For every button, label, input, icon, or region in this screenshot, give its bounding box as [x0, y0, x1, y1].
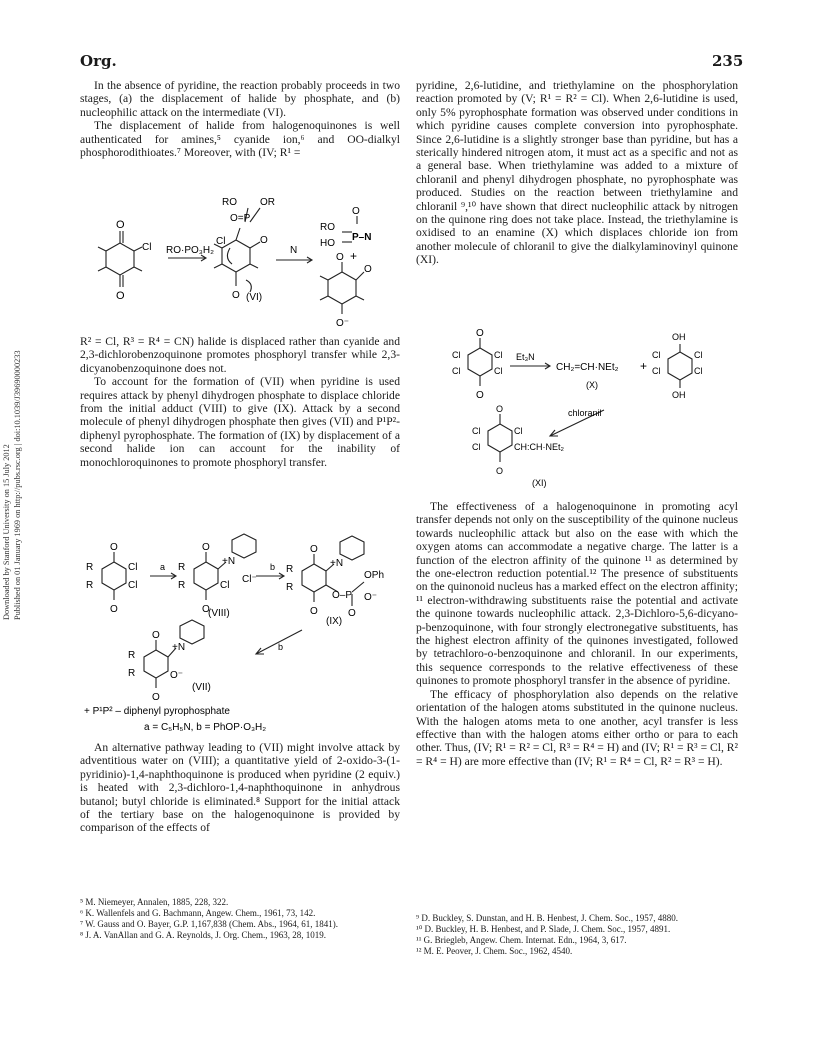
oxygen-label: O	[476, 328, 484, 339]
chloranil-label: chloranil	[568, 408, 602, 418]
chlorine-label: Cl	[652, 350, 661, 360]
footnotes-left	[80, 897, 400, 941]
hydroxyl-label: OH	[672, 390, 686, 400]
oxygen-label: O	[310, 544, 318, 555]
oxide-label: O⁻	[170, 670, 184, 681]
r-label: R	[286, 564, 294, 575]
paragraph: R² = Cl, R³ = R⁴ = CN) halide is displaced rather than cyanide and 2,3-dichlorobenzoquinone promotes phosphoryl transfer while 2,3-dicyanobenzoquinone does not.	[80, 335, 400, 375]
oxygen-label: O	[476, 390, 484, 401]
ho-label: HO	[320, 238, 335, 249]
chlorine-label: Cl	[128, 580, 138, 591]
scheme-pyridine-pathway	[80, 520, 400, 735]
oxygen-label: O	[152, 692, 160, 703]
oxygen-label: O	[110, 542, 118, 553]
chlorine-label: Cl	[694, 366, 703, 376]
oxygen-label: O	[152, 630, 160, 641]
scheme-triethylamine	[440, 326, 740, 494]
footnote: ⁸ J. A. VanAllan and G. A. Reynolds, J. Org. Chem., 1963, 28, 1019.	[80, 930, 327, 940]
chlorine-label: Cl	[220, 580, 230, 591]
right-column-top	[416, 79, 738, 267]
left-column-bottom	[80, 741, 400, 835]
chloride-label: Cl⁻	[242, 574, 257, 585]
oxygen-label: O	[202, 604, 210, 615]
footnote: ¹⁰ D. Buckley, H. B. Henbest, and P. Slade, J. Chem. Soc., 1957, 4891.	[416, 924, 671, 934]
oxygen-label: O	[336, 252, 344, 263]
oxygen-label: O	[202, 542, 210, 553]
vinyl-substituent-label: CH:CH·NEt₂	[514, 442, 564, 452]
footnotes-right	[416, 913, 738, 957]
reagent-label: RO·PO₃H₂	[166, 245, 214, 256]
publication-note: Published on 01 January 1969 on http://pubs.rsc.org | doi:10.1039/J39690000233	[13, 350, 22, 620]
p-n-label: P–N	[352, 232, 372, 243]
step-b-label: b	[270, 562, 276, 572]
footnote: ¹¹ G. Briegleb, Angew. Chem. Internat. Edn., 1964, 3, 617.	[416, 935, 627, 945]
oxygen-label: O	[260, 235, 268, 246]
journal-header: Org.	[80, 52, 117, 70]
step-b-label: b	[278, 642, 284, 652]
compound-label-vi: (VI)	[246, 292, 263, 303]
oxygen-label: O	[364, 264, 372, 275]
or-label: OR	[260, 197, 275, 208]
right-column-bottom	[416, 500, 738, 768]
oxygen-label: O	[496, 466, 504, 476]
scheme-halide-displacement	[80, 188, 400, 333]
page-number: 235	[712, 52, 744, 70]
paragraph: In the absence of pyridine, the reaction probably proceeds in two stages, (a) the displacement of halide by phosphate, and (b) nucleophilic attack on the intermediate (VI).	[80, 79, 400, 119]
oxygen-label: O	[352, 206, 360, 217]
oxygen-label: O	[110, 604, 118, 615]
left-column-middle	[80, 335, 400, 469]
ro-label: RO	[320, 222, 335, 233]
footnote: ⁹ D. Buckley, S. Dunstan, and H. B. Henbest, J. Chem. Soc., 1957, 4880.	[416, 913, 679, 923]
chlorine-label: Cl	[494, 350, 503, 360]
paragraph: The effectiveness of a halogenoquinone in promoting acyl transfer depends not only on the susceptibility of the quinone nucleus towards nucleophilic attack but also on the ease with which the oxygen atoms can accommodate a negative charge. The latter is a function of the electron affinity of the quinone ¹¹ as determined by the one-electron reduction potential.¹² The presence of substituents on the quinonoid nucleus has a marked effect on the electron affinity; ¹¹ electron-withdrawing substituents raise the potential and activate the quinone towards nucleophilic attack. 2,3-Dichloro-5,6-dicyano-p-benzoquinone, with four strongly electronegative substituents, has the highest electron affinity of the quinones investigated, followed by tetrachloro-o-benzoquinone and chloranil. In our experiments, this sequence corresponds to the relative effectiveness of these quinones to promote phosphoryl transfer in the absence of pyridine.	[416, 500, 738, 688]
chlorine-label: Cl	[452, 366, 461, 376]
footnote: ⁷ W. Gauss and O. Bayer, G.P. 1,167,838 (Chem. Abs., 1964, 61, 1841).	[80, 919, 339, 929]
chlorine-label: Cl	[128, 562, 138, 573]
paragraph: An alternative pathway leading to (VII) might involve attack by adventitious water on (VIII); a quantitative yield of 2-oxido-3-(1-pyridinio)-1,4-naphthoquinone is produced when pyridine (2 equiv.) is heated with 2,3-dichloro-1,4-naphthoquinone in anhydrous butanol; butyl chloride is eliminated.⁸ Support for the initial attack of the tertiary base on the halogenoquinone is provided by comparison of the effects of	[80, 741, 400, 835]
r-label: R	[128, 650, 136, 661]
plus-sign: +	[350, 249, 358, 263]
hydroxyl-label: OH	[672, 332, 686, 342]
oxygen-label: O	[496, 404, 504, 414]
chlorine-label: Cl	[216, 236, 226, 247]
oxygen-label: O	[348, 608, 356, 619]
byproduct-label: + P¹P² – diphenyl pyrophosphate	[84, 706, 230, 717]
paragraph: To account for the formation of (VII) when pyridine is used requires attack by phenyl dihydrogen phosphate to displace chloride from the initial adduct (VIII) to give (IX). Attack by a second molecule of phenyl dihydrogen phosphate then gives (VII) and P¹P²-diphenyl pyrophosphate. The formation of (IX) by displacement of a second halide ion can account for the inability of monochloroquinones to promote phosphoryl transfer.	[80, 375, 400, 469]
phosphoryl-label: O=P	[230, 213, 251, 224]
r-label: R	[86, 562, 94, 573]
pyridine-n-label: N	[290, 245, 298, 256]
et3n-label: Et₃N	[516, 352, 535, 362]
phosphate-label: O–P	[332, 590, 353, 601]
paragraph: The efficacy of phosphorylation also depends on the relative orientation of the halogen atoms substituted in the quinone nucleus. With the halogen atoms meta to one another, acyl transfer is less effective than with the halogen atoms either ortho or para to each other. Thus, (IV; R¹ = R² = Cl, R³ = R⁴ = H) and (IV; R¹ = R³ = Cl, R² = R⁴ = H) are more effective than (IV; R¹ = R⁴ = Cl, R² = R³ = H).	[416, 687, 738, 768]
oxide-label: O⁻	[336, 318, 350, 329]
download-sidebar	[2, 60, 22, 640]
compound-label-viii: (VIII)	[208, 608, 230, 619]
footnote: ¹² M. E. Peover, J. Chem. Soc., 1962, 4540.	[416, 946, 573, 956]
r-label: R	[128, 668, 136, 679]
oxygen-label: O	[310, 606, 318, 617]
pyridinium-label: +N	[330, 558, 344, 569]
reagent-legend: a = C₅H₅N, b = PhOP·O₃H₂	[144, 722, 267, 733]
paragraph: The displacement of halide from halogenoquinones is well authenticated for amines,⁵ cyanide ion,⁶ and OO-dialkyl phosphorodithioates.⁷ Moreover, with (IV; R¹ =	[80, 119, 400, 160]
step-a-label: a	[160, 562, 166, 572]
chlorine-label: Cl	[514, 426, 523, 436]
r-label: R	[178, 580, 186, 591]
left-column-top	[80, 79, 400, 159]
footnote: ⁶ K. Wallenfels and G. Bachmann, Angew. Chem., 1961, 73, 142.	[80, 908, 316, 918]
oxygen-label: O	[116, 219, 125, 231]
paragraph: pyridine, 2,6-lutidine, and triethylamine on the phosphorylation reaction promoted by (V; R¹ = R² = Cl). When 2,6-lutidine is used, only 5% pyrophosphate formation was observed under conditions in which pyridine causes complete conversion into pyrophosphate. Since 2,6-lutidine is a slightly stronger base than pyridine, but has a sterically hindered nitrogen atom, it must act as a specific and not as a general base. When triethylamine was added to a mixture of chloranil and phenyl dihydrogen phosphate, no pyrophosphate was produced. Studies on the reaction between triethylamine and chloranil ⁹,¹⁰ have shown that direct nucleophilic attack by nitrogen on the quinone ring does not take place. Instead, the triethylamine is oxidised to an enamine (X) which displaces chloride ion from another molecule of chloranil to give the dialkylaminovinyl quinone (XI).	[416, 79, 738, 267]
phenoxy-label: OPh	[364, 570, 385, 581]
chlorine-label: Cl	[472, 426, 481, 436]
compound-label-vii: (VII)	[192, 682, 211, 693]
chlorine-label: Cl	[694, 350, 703, 360]
enamine-label: CH₂=CH·NEt₂	[556, 362, 619, 373]
compound-label-x: (X)	[586, 380, 598, 390]
r-label: R	[86, 580, 94, 591]
download-note: Downloaded by Stanford University on 15 July 2012	[2, 444, 11, 620]
oxygen-label: O	[116, 290, 125, 302]
ro-label: RO	[222, 197, 237, 208]
chlorine-label: Cl	[494, 366, 503, 376]
compound-label-xi: (XI)	[532, 478, 547, 488]
chlorine-label: Cl	[652, 366, 661, 376]
compound-label-ix: (IX)	[326, 616, 343, 627]
r-label: R	[286, 582, 294, 593]
chlorine-label: Cl	[452, 350, 461, 360]
pyridinium-label: +N	[172, 642, 186, 653]
oxygen-label: O	[232, 290, 240, 301]
pyridinium-label: +N	[222, 556, 236, 567]
footnote: ⁵ M. Niemeyer, Annalen, 1885, 228, 322.	[80, 897, 229, 907]
plus-sign: +	[640, 359, 648, 373]
oxide-label: O⁻	[364, 592, 378, 603]
chlorine-label: Cl	[142, 242, 152, 253]
chlorine-label: Cl	[472, 442, 481, 452]
r-label: R	[178, 562, 186, 573]
